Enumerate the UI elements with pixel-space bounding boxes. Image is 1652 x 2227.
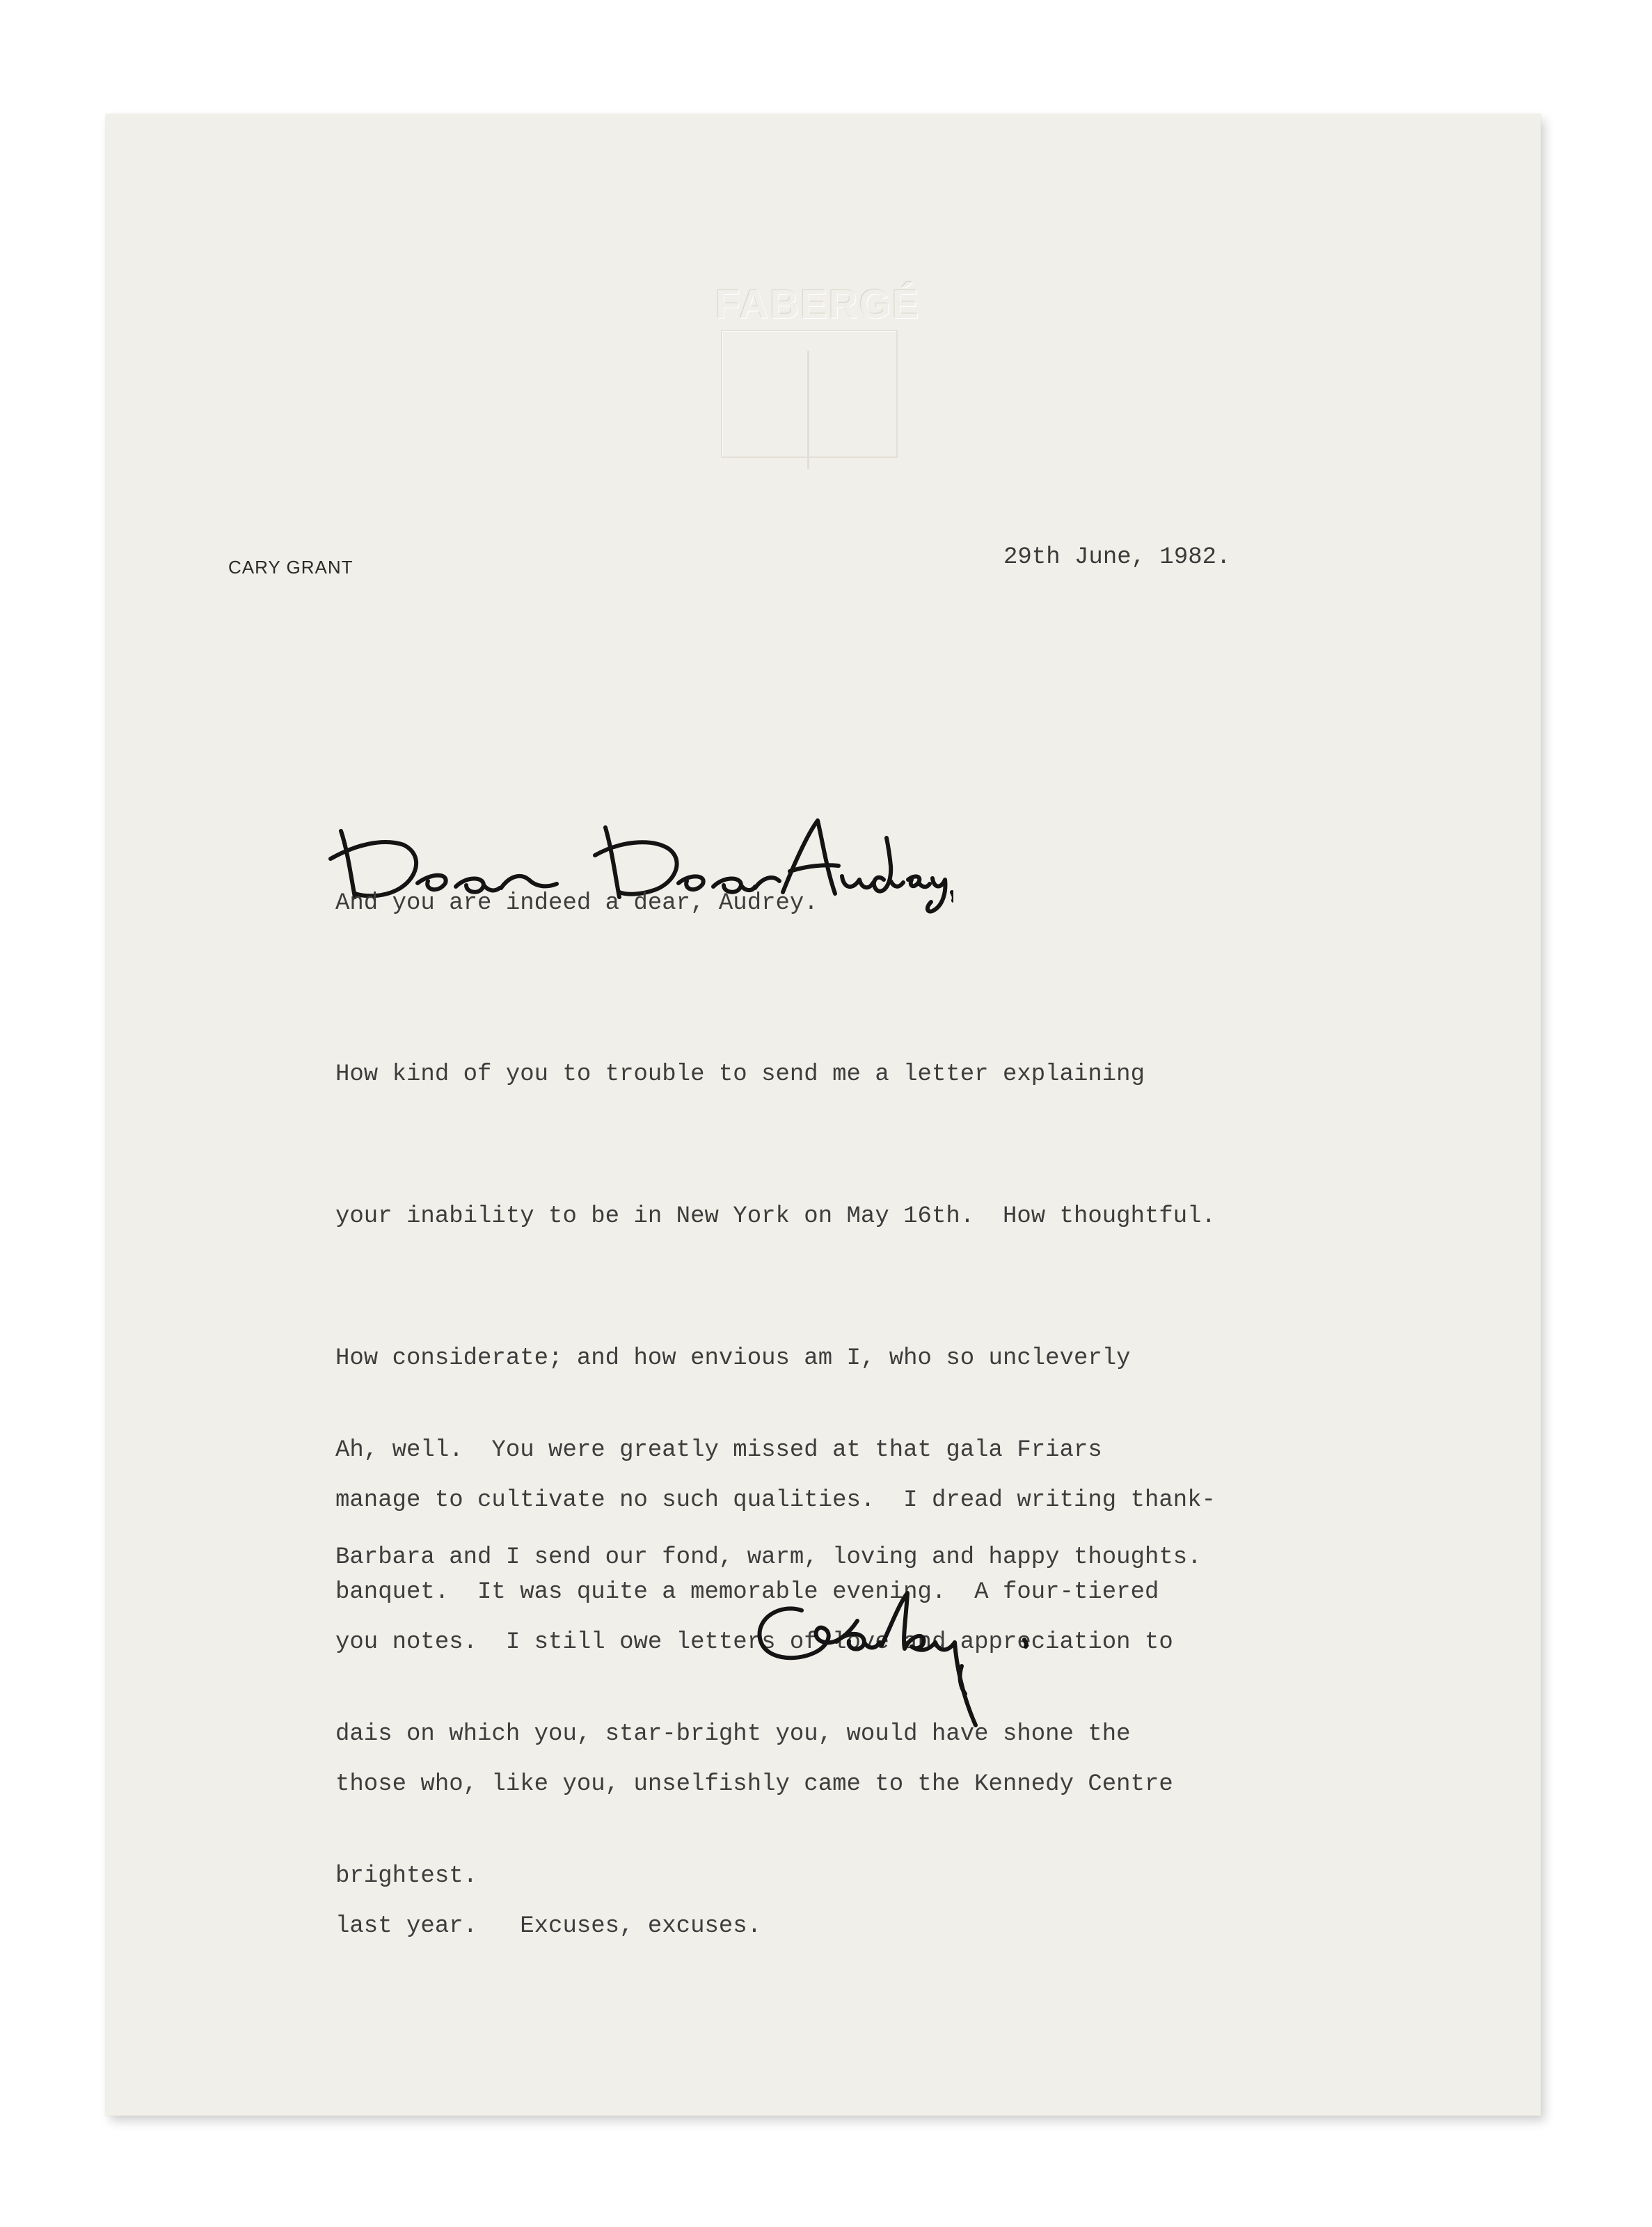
paragraph-1-line: How considerate; and how envious am I, who so uncleverly (335, 1345, 1131, 1372)
sender-name: CARY GRANT (228, 557, 354, 578)
paragraph-2-line: dais on which you, star-bright you, would have shone the (335, 1721, 1131, 1747)
paragraph-1-line: manage to cultivate no such qualities. I dread writing thank- (335, 1487, 1216, 1514)
letter-date: 29th June, 1982. (1003, 544, 1231, 571)
embossed-mark-text: FABERGÉ (715, 282, 921, 327)
paragraph-1-line: those who, like you, unselfishly came to the Kennedy Centre (335, 1771, 1173, 1798)
handwritten-signature (753, 1583, 1143, 1750)
paragraph-2-line: banquet. It was quite a memorable evening. A four-tiered (335, 1579, 1159, 1606)
paragraph-1-line: you notes. I still owe letters of love and appreciation to (335, 1629, 1173, 1656)
faberge-embossed-logo (715, 281, 924, 490)
letter-sheet (106, 114, 1541, 2116)
opening-line: And you are indeed a dear, Audrey. (335, 890, 818, 917)
closing-line: Barbara and I send our fond, warm, loving and happy thoughts. (335, 1544, 1202, 1571)
paragraph-1-line: last year. Excuses, excuses. (335, 1913, 762, 1940)
paragraph-1-line: your inability to be in New York on May 16th. How thoughtful. (335, 1203, 1216, 1230)
paragraph-2-line: brightest. (335, 1863, 478, 1889)
paragraph-2-line: Ah, well. You were greatly missed at that gala Friars (335, 1437, 1102, 1464)
paragraph-1-line: How kind of you to trouble to send me a letter explaining (335, 1061, 1145, 1088)
